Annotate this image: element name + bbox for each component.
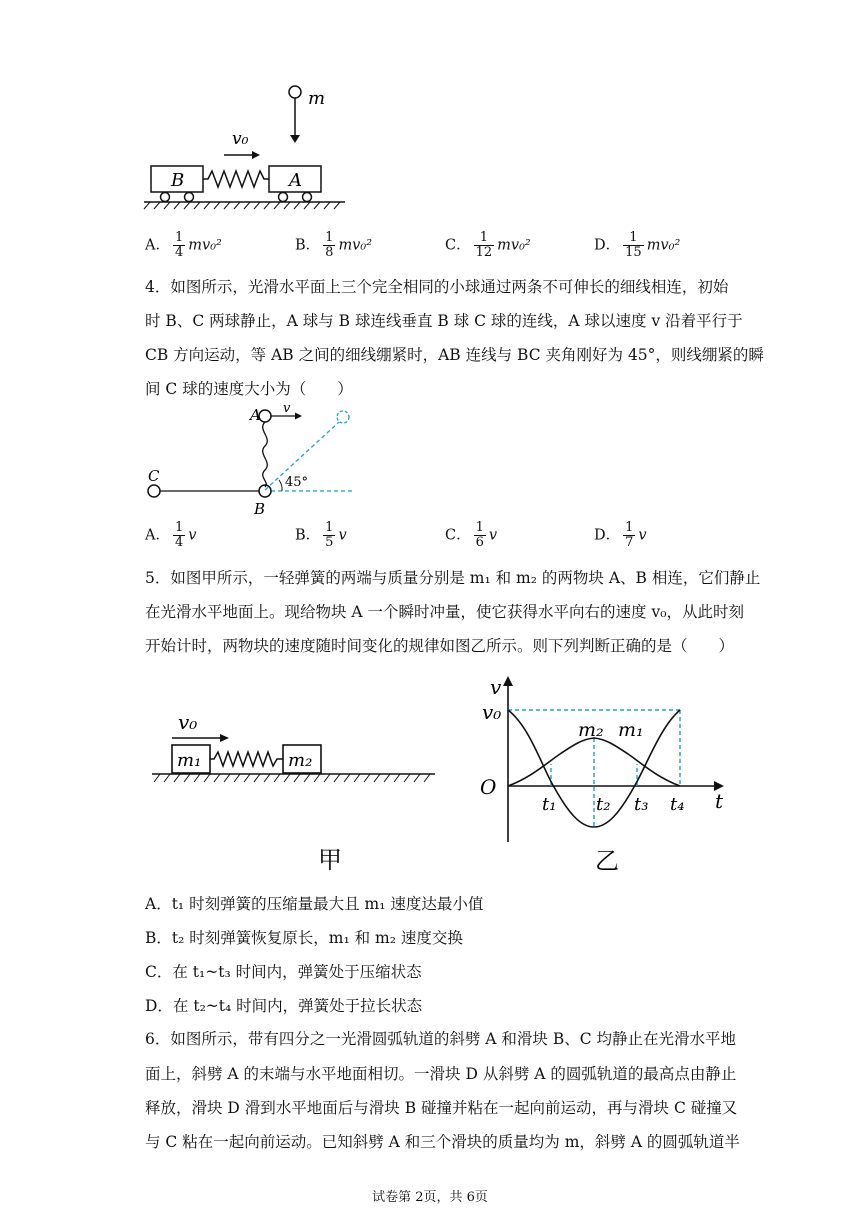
option-tail: mv₀² xyxy=(188,237,222,254)
q4-option-d[interactable] xyxy=(594,521,647,550)
fraction: $\frac{1}{8}$ xyxy=(325,230,334,260)
option-tail: v xyxy=(488,527,498,544)
graph-t4-label: t₄ xyxy=(670,794,685,815)
figure-carts-spring xyxy=(140,80,360,215)
q5-option-d[interactable]: D．在 t₂~t₄ 时间内，弹簧处于拉长状态 xyxy=(145,997,423,1015)
graph-origin-label: O xyxy=(480,775,497,799)
option-letter: A． xyxy=(145,527,170,544)
option-tail: v xyxy=(188,527,197,544)
q3-option-d[interactable] xyxy=(594,231,680,260)
option-tail: mv₀² xyxy=(646,237,681,254)
option-letter: C． xyxy=(445,527,471,544)
q4-line-2: 时 B、C 两球静止，A 球与 B 球连线垂直 B 球 C 球的连线，A 球以速度 v 沿着平行于 xyxy=(145,312,743,330)
q5-line-2: 在光滑水平地面上。现给物块 A 一个瞬时冲量，使它获得水平向右的速度 v₀，从此时刻 xyxy=(145,603,744,621)
option-letter: D． xyxy=(594,237,621,254)
fraction: $\frac{1}{6}$ xyxy=(475,520,484,550)
fig4-label-v: v xyxy=(283,401,291,416)
fig1-block-a: A xyxy=(289,170,302,191)
fraction: $\frac{1}{4}$ xyxy=(174,520,184,550)
fig5a-m2-label: m₂ xyxy=(288,750,313,771)
fig4-angle-label: 45° xyxy=(285,475,309,490)
q5-option-a[interactable]: A．t₁ 时刻弹簧的压缩量最大且 m₁ 速度达最小值 xyxy=(145,895,484,913)
q5-line-1: 5．如图甲所示，一轻弹簧的两端与质量分别是 m₁ 和 m₂ 的两物块 A、B 相连，它们静止 xyxy=(145,569,761,587)
figure-jia-blocks xyxy=(150,700,440,880)
fig5a-v0-label: v₀ xyxy=(178,710,198,734)
graph-v0-label: v₀ xyxy=(482,700,502,724)
q4-option-c[interactable] xyxy=(445,521,497,550)
q4-option-b[interactable] xyxy=(295,521,347,550)
option-tail: mv₀² xyxy=(338,237,373,254)
option-letter: B． xyxy=(295,527,321,544)
q4-line-1: 4．如图所示，光滑水平面上三个完全相同的小球通过两条不可伸长的细线相连，初始 xyxy=(145,278,729,296)
q5-line-3: 开始计时，两物块的速度随时间变化的规律如图乙所示。则下列判断正确的是（ ） xyxy=(145,637,735,655)
q4-option-a[interactable] xyxy=(145,521,196,550)
fig1-v0-label: v₀ xyxy=(232,129,249,149)
q5-option-b[interactable]: B．t₂ 时刻弹簧恢复原长，m₁ 和 m₂ 速度交换 xyxy=(145,929,463,947)
option-letter: C． xyxy=(445,237,471,254)
option-letter: A． xyxy=(145,237,170,254)
graph-t2-label: t₂ xyxy=(596,794,611,815)
fig5a-m1-label: m₁ xyxy=(177,750,202,771)
q6-line-3: 释放，滑块 D 滑到水平地面后与滑块 B 碰撞并粘在一起向前运动，再与滑块 C 碰撞又 xyxy=(145,1099,738,1117)
option-letter: B． xyxy=(295,237,321,254)
graph-v-axis-label: v xyxy=(490,675,502,699)
q6-line-4: 与 C 粘在一起向前运动。已知斜劈 A 和三个滑块的质量均为 m，斜劈 A 的圆弧轨道半 xyxy=(145,1133,740,1151)
q3-option-c[interactable] xyxy=(445,231,531,260)
q6-line-2: 面上，斜劈 A 的末端与水平地面相切。一滑块 D 从斜劈 A 的圆弧轨道的最高点由静止 xyxy=(145,1065,737,1083)
q3-option-a[interactable] xyxy=(145,231,222,260)
fig4-label-a: A xyxy=(250,406,261,424)
graph-t3-label: t₃ xyxy=(634,794,649,815)
graph-m1-label: m₁ xyxy=(618,719,644,741)
q4-line-4: 间 C 球的速度大小为（ ） xyxy=(145,380,353,398)
q3-option-b[interactable] xyxy=(295,231,372,260)
fig1-block-b: B xyxy=(171,170,185,191)
q5-option-c[interactable]: C．在 t₁~t₃ 时间内，弹簧处于压缩状态 xyxy=(145,963,422,981)
option-tail: v xyxy=(338,527,347,544)
q6-line-1: 6．如图所示，带有四分之一光滑圆弧轨道的斜劈 A 和滑块 B、C 均静止在光滑水平地 xyxy=(145,1030,737,1048)
page-footer: 试卷第 2页，共 6页 xyxy=(372,1190,488,1205)
fraction: $\frac{1}{4}$ xyxy=(174,230,184,260)
fraction: $\frac{1}{12}$ xyxy=(475,230,493,260)
fig1-mass-label: m xyxy=(308,88,326,109)
fig4-label-b: B xyxy=(254,500,266,518)
fraction: $\frac{1}{5}$ xyxy=(325,520,334,550)
graph-caption: 乙 xyxy=(595,847,619,875)
option-tail: v xyxy=(638,527,647,544)
option-tail: mv₀² xyxy=(497,237,531,254)
fraction: $\frac{1}{7}$ xyxy=(625,520,634,550)
graph-t1-label: t₁ xyxy=(542,794,557,815)
graph-m2-label: m₂ xyxy=(578,719,604,741)
graph-t-axis-label: t xyxy=(715,789,724,813)
figure-yi-vt-graph xyxy=(470,672,740,877)
fraction: $\frac{1}{15}$ xyxy=(625,230,642,260)
option-letter: D． xyxy=(594,527,621,544)
figure-three-balls xyxy=(140,400,370,520)
fig4-label-c: C xyxy=(148,467,160,485)
fig5a-caption: 甲 xyxy=(318,846,342,874)
q4-line-3: CB 方向运动，等 AB 之间的细线绷紧时，AB 连线与 BC 夹角刚好为 45°，则线绷紧的瞬 xyxy=(145,346,764,364)
